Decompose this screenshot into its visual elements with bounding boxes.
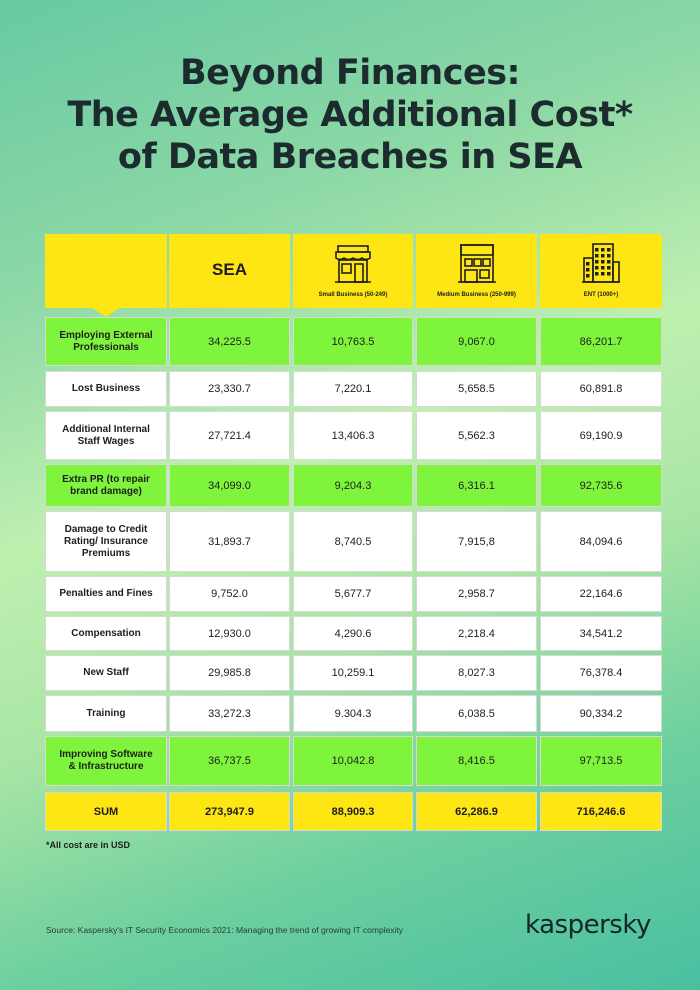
table-cell: 5,562.3 (416, 411, 537, 460)
table-cell: 69,190.9 (540, 411, 662, 460)
sum-cell: 88,909.3 (293, 792, 413, 831)
table-cell: 27,721.4 (169, 411, 290, 460)
table-cell: 7,915,8 (416, 511, 537, 572)
table-cell: 5,658.5 (416, 371, 537, 407)
header-cell (416, 234, 537, 308)
column-header-label: Small Business (50-249) (318, 292, 388, 298)
sum-cell: 273,947.9 (169, 792, 290, 831)
table-cell: 5,677.7 (293, 576, 413, 612)
header-pointer-icon (91, 307, 121, 317)
table-cell: 23,330.7 (169, 371, 290, 407)
header-cell (293, 234, 413, 308)
table-cell: 60,891.8 (540, 371, 662, 407)
table-cell: 2,218.4 (416, 616, 537, 651)
row-label: Compensation (45, 616, 167, 651)
footnote: *All cost are in USD (46, 840, 131, 850)
table-cell: 9.304.3 (293, 695, 413, 732)
kaspersky-logo: kaspersky (525, 910, 651, 940)
sum-cell: 62,286.9 (416, 792, 537, 831)
table-cell: 9,204.3 (293, 464, 413, 507)
table-cell: 10,763.5 (293, 317, 413, 366)
column-header-sea: SEA (212, 260, 247, 279)
table-cell: 92,735.6 (540, 464, 662, 507)
row-label: Additional Internal Staff Wages (45, 411, 167, 460)
table-cell: 33,272.3 (169, 695, 290, 732)
table-cell: 8,740.5 (293, 511, 413, 572)
title-line-2: The Average Additional Cost* (67, 95, 633, 135)
table-cell: 4,290.6 (293, 616, 413, 651)
table-cell: 9,067.0 (416, 317, 537, 366)
table-cell: 12,930.0 (169, 616, 290, 651)
row-label: New Staff (45, 655, 167, 691)
table-cell: 86,201.7 (540, 317, 662, 366)
sum-cell: 716,246.6 (540, 792, 662, 831)
column-header-label: Medium Business (250-999) (437, 292, 516, 298)
table-cell: 34,099.0 (169, 464, 290, 507)
title-line-1: Beyond Finances: (179, 53, 521, 93)
row-label: Employing External Professionals (45, 317, 167, 366)
row-label: Extra PR (to repair brand damage) (45, 464, 167, 507)
table-cell: 76,378.4 (540, 655, 662, 691)
row-label: Improving Software & Infrastructure (45, 736, 167, 786)
table-cell: 84,094.6 (540, 511, 662, 572)
table-cell: 90,334.2 (540, 695, 662, 732)
shop-icon (332, 242, 374, 286)
table-cell: 97,713.5 (540, 736, 662, 786)
table-cell: 8,027.3 (416, 655, 537, 691)
table-cell: 31,893.7 (169, 511, 290, 572)
table-cell: 6,038.5 (416, 695, 537, 732)
table-cell: 8,416.5 (416, 736, 537, 786)
page-title (0, 52, 700, 178)
header-cell (169, 234, 290, 308)
row-label: Damage to Credit Rating/ Insurance Premiums (45, 511, 167, 572)
table-cell: 36,737.5 (169, 736, 290, 786)
row-label: Penalties and Fines (45, 576, 167, 612)
table-cell: 6,316.1 (416, 464, 537, 507)
table-cell: 34,225.5 (169, 317, 290, 366)
title-line-3: of Data Breaches in SEA (117, 137, 583, 177)
table-cell: 29,985.8 (169, 655, 290, 691)
table-cell: 7,220.1 (293, 371, 413, 407)
table-cell: 22,164.6 (540, 576, 662, 612)
table-cell: 10,259.1 (293, 655, 413, 691)
table-cell: 9,752.0 (169, 576, 290, 612)
row-label: Training (45, 695, 167, 732)
table-cell: 13,406.3 (293, 411, 413, 460)
header-corner-cell (45, 234, 167, 308)
table-cell: 34,541.2 (540, 616, 662, 651)
sum-label: SUM (45, 792, 167, 831)
header-cell (540, 234, 662, 308)
office-building-icon (580, 242, 622, 286)
table-cell: 2,958.7 (416, 576, 537, 612)
store-building-icon (456, 242, 498, 286)
source-note: Source: Kaspersky's IT Security Economics 2021: Managing the trend of growing IT complexity (46, 925, 404, 935)
table-cell: 10,042.8 (293, 736, 413, 786)
row-label: Lost Business (45, 371, 167, 407)
column-header-label: ENT (1000+) (583, 292, 619, 298)
